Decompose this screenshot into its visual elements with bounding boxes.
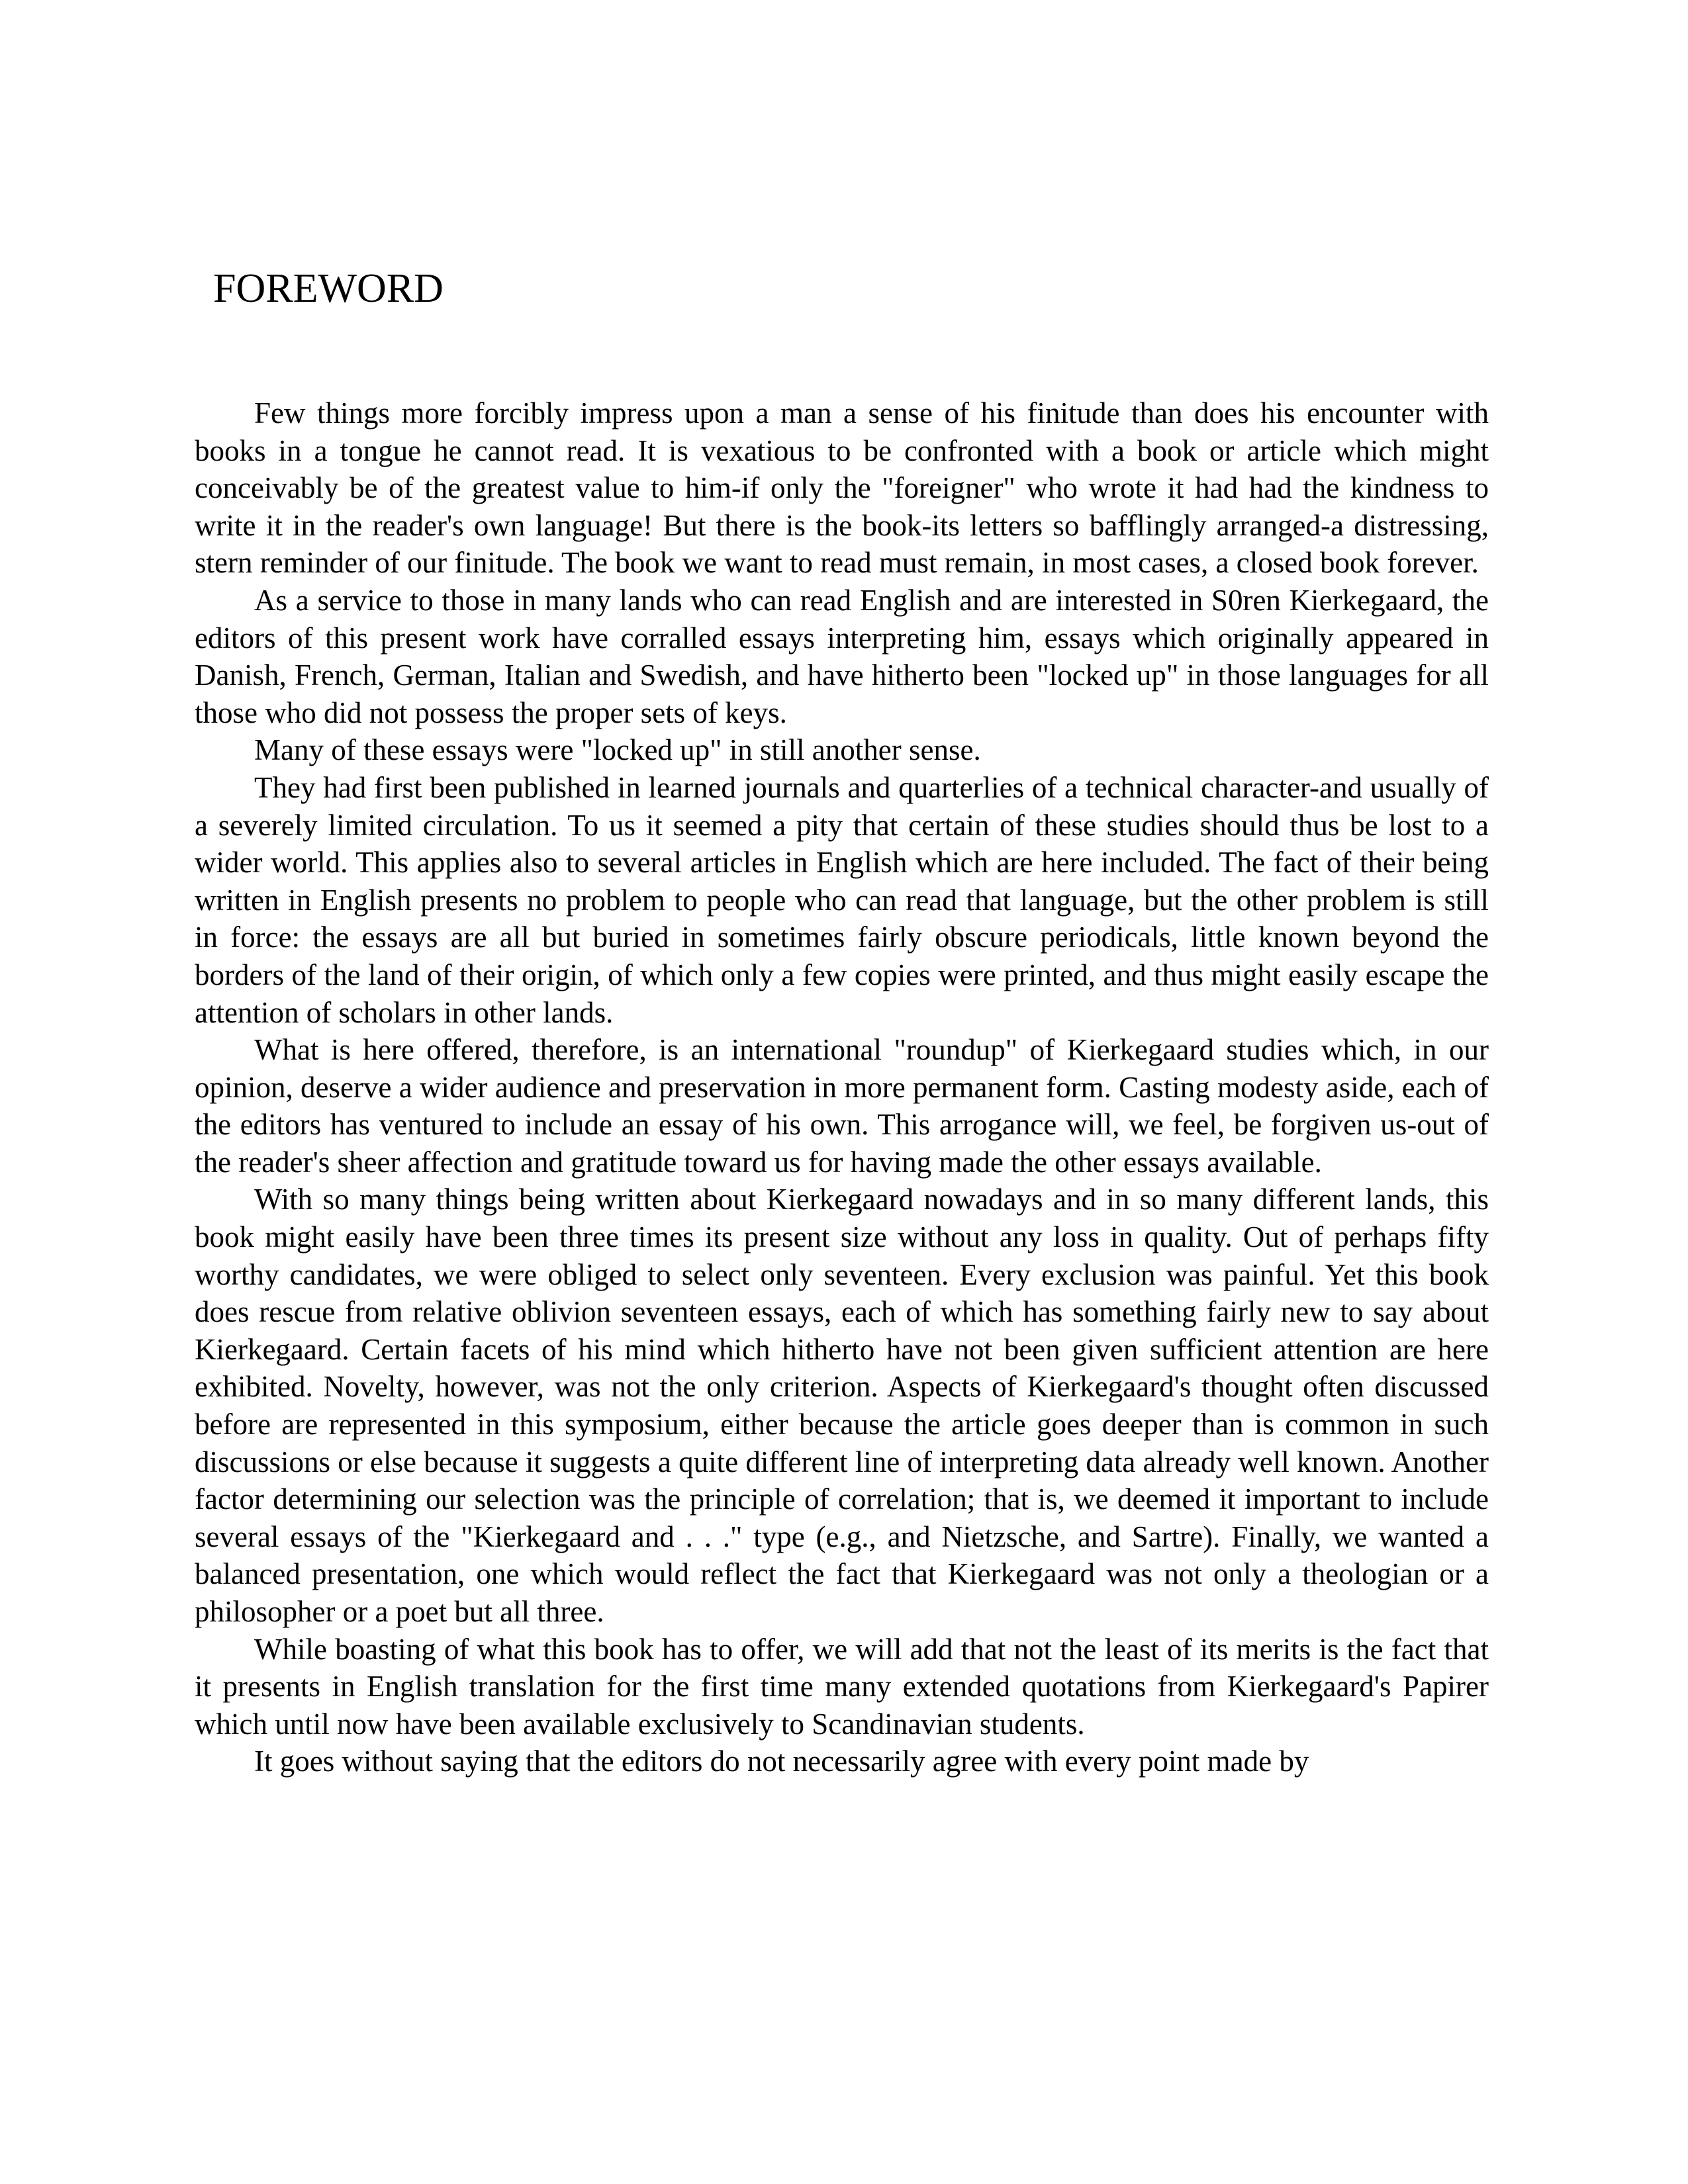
paragraph: While boasting of what this book has to offer, we will add that not the least of its merits is the fact that it presents in English translation for the first time many extended quotations from Kierkegaard's Papirer which until now have been available exclusively to Scandinavian students. <box>195 1632 1489 1741</box>
paragraph: They had first been published in learned journals and quarterlies of a technical character-and usually of a severely limited circulation. To us it seemed a pity that certain of these studies should thus be lost to a wider world. This applies also to several articles in English which are here included. The fact of their being written in English presents no problem to people who can read that language, but the other problem is still in force: the essays are all but buried in sometimes fairly obscure periodicals, little known beyond the borders of the land of their origin, of which only a few copies were printed, and thus might easily escape the attention of scholars in other lands. <box>195 770 1489 1029</box>
foreword-body <box>195 394 1489 1780</box>
paragraph: Few things more forcibly impress upon a man a sense of his finitude than does his encounter with books in a tongue he cannot read. It is vexatious to be confronted with a book or article which might conceivably be of the greatest value to him-if only the "foreigner" who wrote it had had the kindness to write it in the reader's own language! But there is the book-its letters so bafflingly arranged-a distressing, stern reminder of our finitude. The book we want to read must remain, in most cases, a closed book forever. <box>195 396 1489 580</box>
page-heading: FOREWORD <box>213 266 444 311</box>
paragraph: As a service to those in many lands who can read English and are interested in S0ren Kierkegaard, the editors of this present work have corralled essays interpreting him, essays which originally appeared in Danish, French, German, Italian and Swedish, and have hitherto been "locked up" in those languages for all those who did not possess the proper sets of keys. <box>195 583 1489 729</box>
paragraph: It goes without saying that the editors do not necessarily agree with every point made by <box>254 1745 1309 1778</box>
paragraph: With so many things being written about Kierkegaard nowadays and in so many different lands, this book might easily have been three times its present size without any loss in quality. Out of perhaps fifty worthy candidates, we were obliged to select only seventeen. Every exclusion was painful. Yet this book does rescue from relative oblivion seventeen essays, each of which has something fairly new to say about Kierkegaard. Certain facets of his mind which hitherto have not been given sufficient attention are here exhibited. Novelty, however, was not the only criterion. Aspects of Kierkegaard's thought often discussed before are represented in this symposium, either because the article goes deeper than is common in such discussions or else because it suggests a quite different line of interpreting data already well known. Another factor determining our selection was the principle of correlation; that is, we deemed it important to include several essays of the "Kierkegaard and . . ." type (e.g., and Nietzsche, and Sartre). Finally, we wanted a balanced presentation, one which would reflect the fact that Kierkegaard was not only a theologian or a philosopher or a poet but all three. <box>195 1183 1489 1628</box>
paragraph: Many of these essays were "locked up" in still another sense. <box>254 733 981 767</box>
paragraph: What is here offered, therefore, is an international "roundup" of Kierkegaard studies which, in our opinion, deserve a wider audience and preservation in more permanent form. Casting modesty aside, each of the editors has ventured to include an essay of his own. This arrogance will, we feel, be forgiven us-out of the reader's sheer affection and gratitude toward us for having made the other essays available. <box>195 1033 1489 1179</box>
